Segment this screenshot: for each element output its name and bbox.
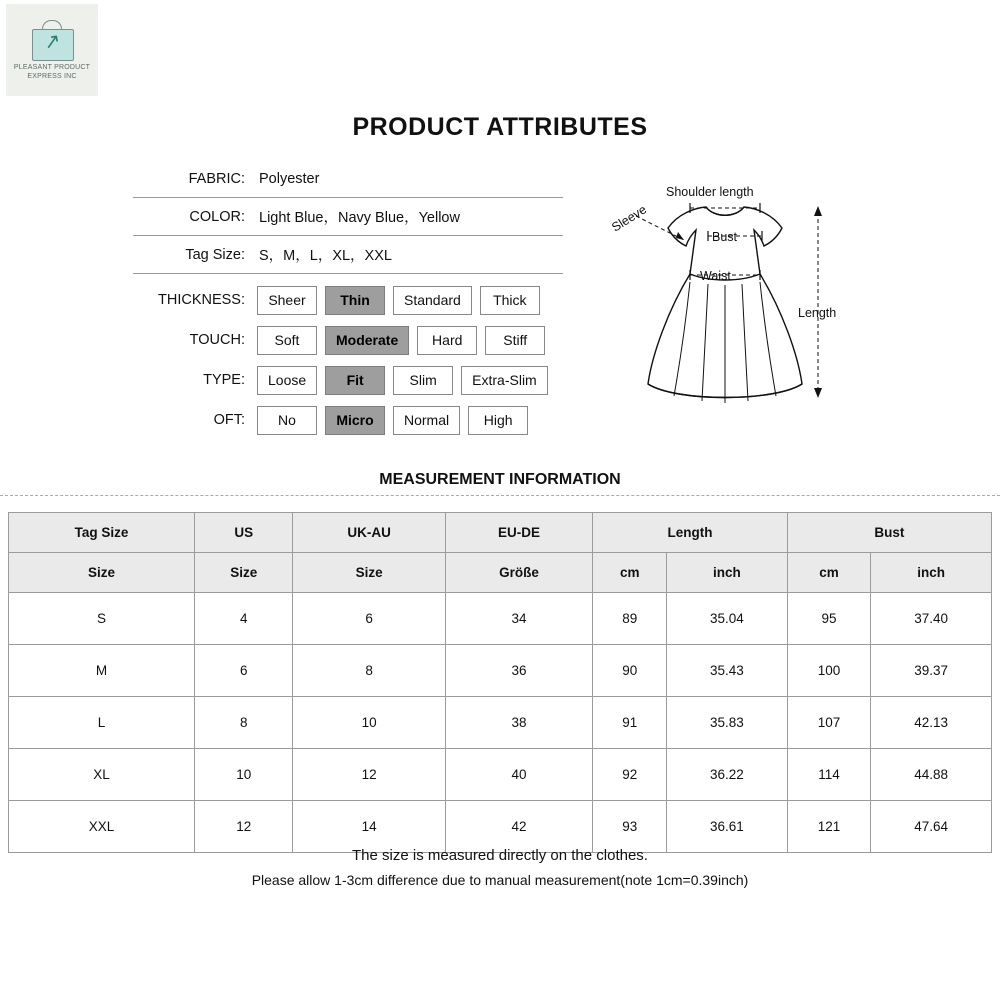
cell-bust-inch: 44.88 bbox=[871, 749, 992, 801]
option-oft-high[interactable]: High bbox=[468, 406, 528, 435]
cell-bust-cm: 100 bbox=[787, 645, 871, 697]
header-eu-de: EU-DE bbox=[445, 513, 593, 553]
option-touch-stiff[interactable]: Stiff bbox=[485, 326, 545, 355]
subheader-uk-au: Size bbox=[293, 553, 445, 593]
attribute-value-tag-size: S，M，L，XL，XXL bbox=[259, 248, 392, 264]
header-uk-au: UK-AU bbox=[293, 513, 445, 553]
cell-bust-inch: 42.13 bbox=[871, 697, 992, 749]
label-shoulder-length: Shoulder length bbox=[666, 185, 754, 199]
attribute-value-fabric: Polyester bbox=[259, 170, 320, 187]
option-type-extra-slim[interactable]: Extra-Slim bbox=[461, 366, 548, 395]
dress-measurement-diagram bbox=[590, 170, 880, 440]
size-chart-table bbox=[8, 512, 992, 853]
cell-us: 6 bbox=[195, 645, 293, 697]
cell-uk-au: 8 bbox=[293, 645, 445, 697]
cell-length-inch: 35.43 bbox=[667, 645, 788, 697]
cell-length-inch: 36.61 bbox=[667, 801, 788, 853]
option-oft-normal[interactable]: Normal bbox=[393, 406, 460, 435]
attribute-row-oft bbox=[133, 400, 563, 440]
table-row bbox=[9, 645, 992, 697]
option-touch-hard[interactable]: Hard bbox=[417, 326, 477, 355]
header-row-top bbox=[9, 513, 992, 553]
header-us: US bbox=[195, 513, 293, 553]
attribute-value-color: Light Blue，Navy Blue，Yellow bbox=[259, 210, 460, 226]
attribute-label-thickness: THICKNESS: bbox=[157, 292, 245, 308]
attribute-row-fabric bbox=[133, 160, 563, 198]
cell-eu-de: 36 bbox=[445, 645, 593, 697]
size-chart-head bbox=[9, 513, 992, 593]
option-type-fit[interactable]: Fit bbox=[325, 366, 385, 395]
cell-bust-inch: 37.40 bbox=[871, 593, 992, 645]
dress-illustration bbox=[590, 170, 880, 440]
cell-bust-cm: 114 bbox=[787, 749, 871, 801]
product-attributes-title: PRODUCT ATTRIBUTES bbox=[352, 113, 648, 141]
option-type-slim[interactable]: Slim bbox=[393, 366, 453, 395]
header-length: Length bbox=[593, 513, 787, 553]
label-sleeve: Sleeve bbox=[609, 202, 650, 235]
attribute-row-color bbox=[133, 198, 563, 236]
option-type-loose[interactable]: Loose bbox=[257, 366, 317, 395]
subheader-bust-inch: inch bbox=[871, 553, 992, 593]
table-row bbox=[9, 697, 992, 749]
option-oft-no[interactable]: No bbox=[257, 406, 317, 435]
subheader-length-cm: cm bbox=[593, 553, 667, 593]
subheader-length-inch: inch bbox=[667, 553, 788, 593]
cell-bust-cm: 95 bbox=[787, 593, 871, 645]
measurement-note-secondary: Please allow 1-3cm difference due to manual measurement(note 1cm=0.39inch) bbox=[251, 872, 749, 888]
cell-us: 12 bbox=[195, 801, 293, 853]
cell-eu-de: 40 bbox=[445, 749, 593, 801]
header-row-sub bbox=[9, 553, 992, 593]
cell-length-inch: 35.04 bbox=[667, 593, 788, 645]
cell-us: 10 bbox=[195, 749, 293, 801]
arrow-icon: ↗ bbox=[42, 29, 63, 55]
measurement-note-primary: The size is measured directly on the clothes. bbox=[352, 847, 648, 864]
cell-bust-inch: 39.37 bbox=[871, 645, 992, 697]
attribute-label-fabric: FABRIC: bbox=[188, 170, 245, 187]
cell-eu-de: 34 bbox=[445, 593, 593, 645]
cell-uk-au: 10 bbox=[293, 697, 445, 749]
cell-tag-size: XL bbox=[9, 749, 195, 801]
attribute-label-touch: TOUCH: bbox=[189, 332, 245, 348]
option-thickness-standard[interactable]: Standard bbox=[393, 286, 472, 315]
cell-length-cm: 91 bbox=[593, 697, 667, 749]
subheader-tag-size: Size bbox=[9, 553, 195, 593]
cell-eu-de: 38 bbox=[445, 697, 593, 749]
cell-tag-size: M bbox=[9, 645, 195, 697]
cell-us: 4 bbox=[195, 593, 293, 645]
cell-us: 8 bbox=[195, 697, 293, 749]
option-touch-moderate[interactable]: Moderate bbox=[325, 326, 409, 355]
header-tag-size: Tag Size bbox=[9, 513, 195, 553]
brand-logo bbox=[6, 4, 98, 96]
option-thickness-thick[interactable]: Thick bbox=[480, 286, 540, 315]
logo-line-2: EXPRESS INC bbox=[27, 73, 77, 80]
option-thickness-thin[interactable]: Thin bbox=[325, 286, 385, 315]
cell-eu-de: 42 bbox=[445, 801, 593, 853]
label-waist: Waist bbox=[700, 269, 731, 283]
attribute-label-color: COLOR: bbox=[189, 208, 245, 225]
cell-tag-size: L bbox=[9, 697, 195, 749]
table-row bbox=[9, 749, 992, 801]
attribute-row-type bbox=[133, 360, 563, 400]
attribute-row-tag-size bbox=[133, 236, 563, 274]
cell-uk-au: 6 bbox=[293, 593, 445, 645]
attribute-label-type: TYPE: bbox=[203, 372, 245, 388]
label-length: Length bbox=[798, 306, 837, 320]
attribute-label-oft: OFT: bbox=[213, 412, 245, 428]
cell-length-cm: 92 bbox=[593, 749, 667, 801]
cell-uk-au: 14 bbox=[293, 801, 445, 853]
cell-length-inch: 35.83 bbox=[667, 697, 788, 749]
option-touch-soft[interactable]: Soft bbox=[257, 326, 317, 355]
cell-tag-size: XXL bbox=[9, 801, 195, 853]
table-row bbox=[9, 801, 992, 853]
cell-length-inch: 36.22 bbox=[667, 749, 788, 801]
cell-length-cm: 90 bbox=[593, 645, 667, 697]
table-row bbox=[9, 593, 992, 645]
subheader-bust-cm: cm bbox=[787, 553, 871, 593]
measurement-information-title: MEASUREMENT INFORMATION bbox=[379, 471, 621, 488]
shopping-bag-icon bbox=[30, 19, 74, 59]
cell-length-cm: 89 bbox=[593, 593, 667, 645]
product-attributes-block bbox=[133, 160, 563, 440]
attribute-row-thickness bbox=[133, 280, 563, 320]
label-bust: Bust bbox=[712, 230, 738, 244]
attribute-label-tag-size: Tag Size: bbox=[185, 246, 245, 263]
cell-length-cm: 93 bbox=[593, 801, 667, 853]
cell-bust-cm: 121 bbox=[787, 801, 871, 853]
subheader-us: Size bbox=[195, 553, 293, 593]
option-oft-micro[interactable]: Micro bbox=[325, 406, 385, 435]
cell-uk-au: 12 bbox=[293, 749, 445, 801]
header-bust: Bust bbox=[787, 513, 991, 553]
cell-bust-inch: 47.64 bbox=[871, 801, 992, 853]
attribute-row-touch bbox=[133, 320, 563, 360]
cell-tag-size: S bbox=[9, 593, 195, 645]
option-thickness-sheer[interactable]: Sheer bbox=[257, 286, 317, 315]
size-chart-body bbox=[9, 593, 992, 853]
logo-line-1: PLEASANT PRODUCT bbox=[13, 64, 91, 71]
subheader-eu-de: Größe bbox=[445, 553, 593, 593]
section-divider bbox=[0, 495, 1000, 496]
cell-bust-cm: 107 bbox=[787, 697, 871, 749]
